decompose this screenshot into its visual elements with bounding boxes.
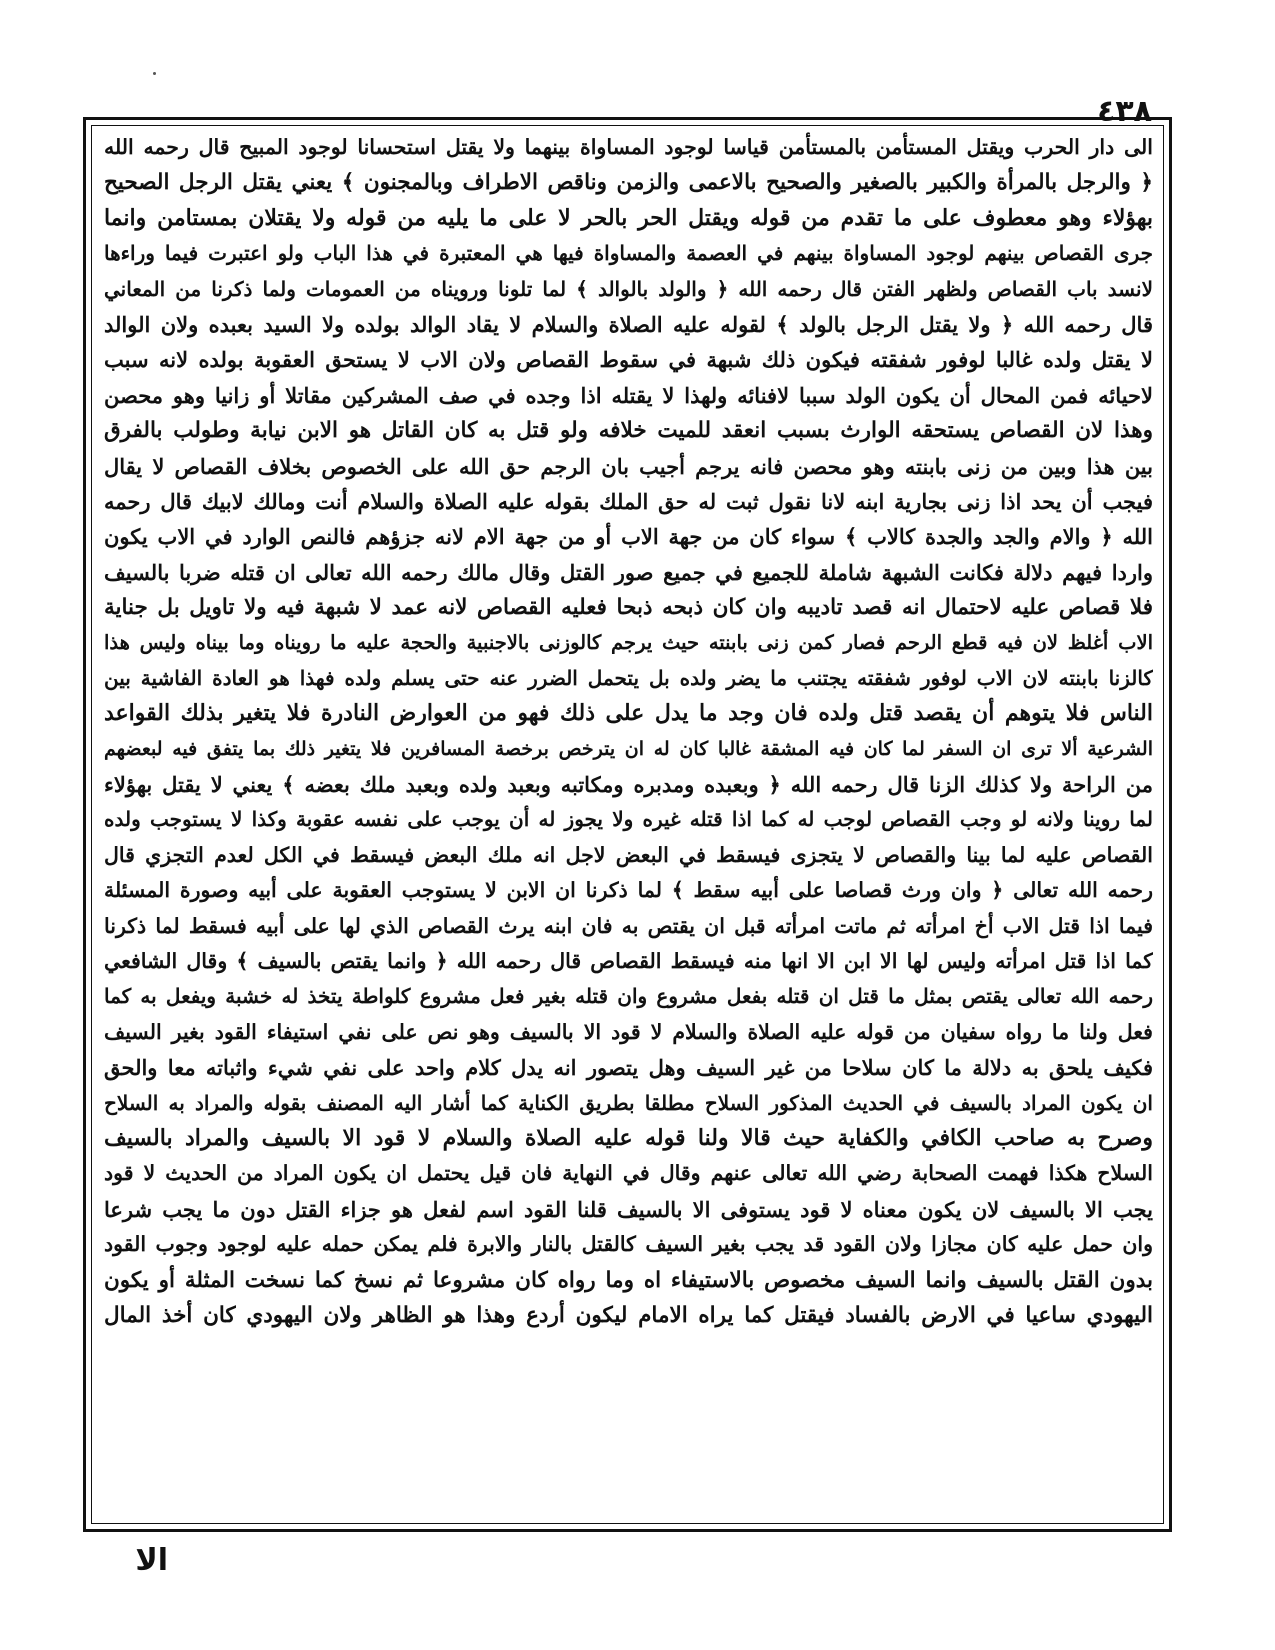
text-line: الله ﴿ والام والجد والجدة كالاب ﴾ سواء كان من جهة الاب أو من جهة الام لانه جزؤهم فالنص الوارد في الاب يكون xyxy=(104,524,1153,550)
text-line: اليهودي ساعيا في الارض بالفساد فيقتل كما يراه الامام ليكون أردع وهذا هو الظاهر ولان اليهودي كان أخذ المال xyxy=(104,1302,1153,1328)
text-line: الناس فلا يتوهم أن يقصد قتل ولده فان وجد ما يدل على ذلك فهو من العوارض النادرة فلا يتغير بذلك القواعد xyxy=(104,700,1153,727)
text-line: من الراحة ولا كذلك الزنا قال رحمه الله ﴿ وبعبده ومدبره ومكاتبه وبعبد ولده وبعبد ملك بعضه ﴾ يعني لا يقتل بهؤلاء xyxy=(104,772,1153,798)
text-line: ان يكون المراد بالسيف في الحديث المذكور السلاح مطلقا بطريق الكناية كما أشار اليه المصنف بقوله والمراد به السلاح xyxy=(104,1090,1153,1115)
text-line: السلاح هكذا فهمت الصحابة رضي الله تعالى عنهم وقال في النهاية فان قيل يحتمل ان يكون المراد من الحديث لا قود xyxy=(104,1161,1153,1186)
text-line: كالزنا بابنته لان الاب لوفور شفقته يجتنب ما يضر ولده بل يتحمل الضرر عنه حتى يسلم ولده فهذا هو العادة الفاشية بين xyxy=(104,665,1153,690)
text-line: وان حمل عليه كان مجازا ولان القود قد يجب بغير السيف كالقتل بالنار والابرة فلم يمكن حمله عليه لوجود وجوب القود xyxy=(104,1232,1153,1257)
text-line: فيجب أن يحد اذا زنى بجارية ابنه لانا نقول ثبت له حق الملك بقوله عليه الصلاة والسلام أنت ومالك لابيك قال رحمه xyxy=(104,488,1153,514)
page-number: ٤٣٨ xyxy=(1097,94,1152,129)
text-line xyxy=(104,1475,1153,1510)
text-line: جرى القصاص بينهم لوجود المساواة بينهم في العصمة والمساواة فيها هي المعتبرة في هذا الباب ولو اعتبرت فيما وراءها xyxy=(104,241,1153,266)
text-line xyxy=(104,1404,1153,1439)
text-line: فعل ولنا ما رواه سفيان من قوله عليه الصلاة والسلام لا قود الا بالسيف وهو نص على نفي استيفاء القود بغير السيف xyxy=(104,1019,1153,1044)
text-line: لا يقتل ولده غالبا لوفور شفقته فيكون ذلك شبهة في سقوط القصاص ولان الاب لا يستحق العقوبة بولده لانه سبب xyxy=(104,347,1153,373)
text-line: رحمه الله تعالى يقتص بمثل ما قتل ان قتله بفعل مشروع وان قتله بغير فعل مشروع كلواطة يتخذ له خشبة ويفعل به كما xyxy=(104,984,1153,1009)
text-line: الى دار الحرب ويقتل المستأمن بالمستأمن قياسا لوجود المساواة بينهما ولا يقتل استحسانا لوجود المبيح قال رحمه الله xyxy=(104,135,1153,159)
text-line: بدون القتل بالسيف وانما السيف مخصوص بالاستيفاء اه وما رواه كان مشروعا ثم نسخ كما نسخت المثلة أو يكون xyxy=(104,1267,1153,1293)
text-line: لاحيائه فمن المحال أن يكون الولد سببا لافنائه ولهذا لا يقتله اذا وجده في صف المشركين مقاتلا أو زانيا وهو محصن xyxy=(104,382,1153,408)
body-text xyxy=(104,130,1153,1517)
text-line: يجب الا بالسيف لان يكون معناه لا قود يستوفى الا بالسيف قلنا القود اسم لفعل هو جزاء القتل دون ما يجب شرعا xyxy=(104,1196,1153,1222)
text-line xyxy=(104,1333,1153,1368)
text-line: رحمه الله تعالى ﴿ وان ورث قصاصا على أبيه سقط ﴾ لما ذكرنا ان الابن لا يستوجب العقوبة على أبيه وصورة المسئلة xyxy=(104,878,1153,903)
text-line: فكيف يلحق به دلالة ما كان سلاحا من غير السيف وهل يتصور انه يدل كلام واحد على نفي شيء واثباته معا والحق xyxy=(104,1055,1153,1081)
text-frame xyxy=(83,117,1172,1532)
text-line: الاب أغلظ لان فيه قطع الرحم فصار كمن زنى بابنته حيث يرجم كالوزنى بالاجنبية والحجة عليه ما رويناه وما بيناه وليس هذا xyxy=(104,631,1153,655)
text-line: فلا قصاص عليه لاحتمال انه قصد تاديبه وان كان ذبحه ذبحا فعليه القصاص لانه عمد لا شبهة فيه ولا تاويل بل جناية xyxy=(104,595,1153,621)
text-line: بين هذا وبين من زنى بابنته وهو محصن فانه يرجم أجيب بان الرجم حق الله على الخصوص بخلاف القصاص لا يقال xyxy=(104,453,1153,479)
text-line: القصاص عليه لما بينا والقصاص لا يتجزى فيسقط في البعض لاجل انه ملك البعض فيسقط في الكل لعدم التجزي قال xyxy=(104,842,1153,867)
text-line: ﴿ والرجل بالمرأة والكبير بالصغير والصحيح بالاعمى والزمن وناقص الاطراف وبالمجنون ﴾ يعني يقتل الرجل الصحيح xyxy=(104,170,1153,196)
text-line: لانسد باب القصاص ولظهر الفتن قال رحمه الله ﴿ والولد بالوالد ﴾ لما تلونا ورويناه من العمومات ولما ذكرنا من المعاني xyxy=(104,276,1153,301)
text-line: قال رحمه الله ﴿ ولا يقتل الرجل بالولد ﴾ لقوله عليه الصلاة والسلام لا يقاد الوالد بولده ولا السيد بعبده ولان الوالد xyxy=(104,311,1153,337)
text-line xyxy=(104,1439,1153,1474)
text-line: كما اذا قتل امرأته وليس لها الا ابن الا انها منه فيسقط القصاص قال رحمه الله ﴿ وانما يقتص بالسيف ﴾ وقال الشافعي xyxy=(104,948,1153,973)
text-line: لما روينا ولانه لو وجب القصاص لوجب له كما اذا قتله غيره ولا يجوز له أن يوجب على نفسه عقوبة وكذا لا يستوجب ولده xyxy=(104,807,1153,832)
text-line: بهؤلاء وهو معطوف على ما تقدم من قوله ويقتل الحر بالحر لا على ما يليه من قوله ولا يقتلان بمستامن وانما xyxy=(104,204,1153,231)
text-line: الشرعية ألا ترى ان السفر لما كان فيه المشقة غالبا كان له ان يترخص برخصة المسافرين فلا يتغير ذلك بما يتفق فيه لبعضهم xyxy=(104,737,1153,760)
text-line: واردا فيهم دلالة فكانت الشبهة شاملة للجميع في جميع صور القتل وقال مالك رحمه الله تعالى ان قتله ضربا بالسيف xyxy=(104,559,1153,585)
text-line: وهذا لان القصاص يستحقه الوارث بسبب انعقد للميت خلافه ولو قتل به كان القاتل هو الابن نيابة وطولب بالفرق xyxy=(104,418,1153,444)
paper-speck xyxy=(153,72,156,75)
text-line: وصرح به صاحب الكافي والكفاية حيث قالا ولنا قوله عليه الصلاة والسلام لا قود الا بالسيف والمراد بالسيف xyxy=(104,1124,1153,1151)
catchword: الا xyxy=(135,1543,168,1578)
text-line: فيما اذا قتل الاب أخ امرأته ثم ماتت امرأته قبل ان يقتص به فان ابنه يرث القصاص الذي لها على أبيه فسقط لما ذكرنا xyxy=(104,913,1153,938)
text-line xyxy=(104,1369,1153,1404)
